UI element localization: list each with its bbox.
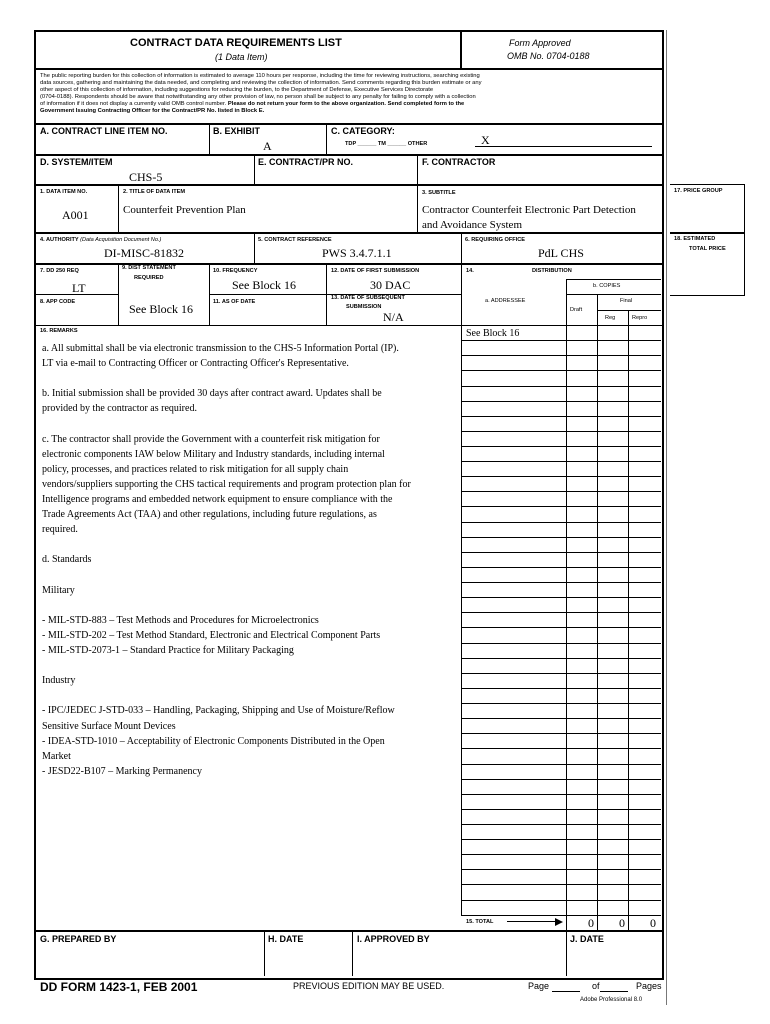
rule	[118, 185, 119, 232]
remarks-line: Intelligence programs and embedded network equipment to ensure compliance with the	[42, 494, 393, 505]
rule	[34, 325, 662, 326]
distribution-row-line	[461, 522, 661, 523]
burden-line-4: (0704-0188). Respondents should be aware that notwithstanding any other provision of law, no person shall be subject to any penalty for failing to comply with a collection	[40, 94, 476, 100]
distribution-row-line	[461, 824, 661, 825]
system-value[interactable]: CHS-5	[129, 170, 163, 184]
rule	[34, 294, 119, 295]
authority-value[interactable]: DI-MISC-81832	[104, 246, 184, 260]
of-label: of	[592, 981, 600, 991]
first-submission-value[interactable]: 30 DAC	[370, 278, 411, 292]
requiring-office-value[interactable]: PdL CHS	[538, 246, 584, 260]
distribution-row-line	[461, 491, 661, 492]
remarks-line: Market	[42, 750, 71, 762]
first-submission-label: 12. DATE OF FIRST SUBMISSION	[331, 268, 420, 274]
distribution-row-line	[461, 567, 661, 568]
subtitle-value-line-1[interactable]: Contractor Counterfeit Electronic Part Detection	[422, 204, 636, 216]
subsequent-submission-value[interactable]: N/A	[383, 310, 404, 324]
distribution-row-line	[461, 537, 661, 538]
remarks-line: - MIL-STD-202 – Test Method Standard, Electronic and Electrical Component Parts	[42, 629, 381, 641]
reg-label: Reg	[605, 315, 616, 321]
rule	[254, 155, 255, 185]
distribution-row-line	[461, 688, 661, 689]
remarks-line: - IDEA-STD-1010 – Acceptability of Electronic Components Distributed in the Open	[42, 735, 385, 747]
form-approved: Form Approved	[509, 38, 571, 48]
remarks-line: Industry	[42, 675, 76, 687]
total-arrow-icon	[507, 921, 557, 922]
distribution-row-line	[461, 884, 661, 885]
final-label: Final	[620, 298, 633, 304]
subsequent-submission-label-2: SUBMISSION	[346, 304, 382, 310]
rule	[254, 233, 255, 263]
rule	[118, 264, 119, 325]
distribution-row-line	[461, 401, 661, 402]
requiring-office-label: 6. REQUIRING OFFICE	[465, 237, 525, 243]
distribution-row-line	[461, 597, 661, 598]
app-code-label: 8. APP CODE	[40, 299, 76, 305]
rule	[461, 233, 462, 263]
page-blank[interactable]	[552, 991, 580, 992]
date-h-label: H. DATE	[268, 934, 304, 944]
distribution-row-line	[461, 506, 661, 507]
rule	[34, 930, 662, 932]
distribution-row-line	[461, 658, 661, 659]
rule	[566, 294, 661, 295]
data-item-no-value[interactable]: A001	[62, 208, 89, 222]
total-repro[interactable]: 0	[650, 916, 656, 930]
title-label: 2. TITLE OF DATA ITEM	[123, 189, 186, 195]
exhibit-value[interactable]: A	[263, 139, 272, 153]
title-value[interactable]: Counterfeit Prevention Plan	[123, 204, 246, 216]
distribution-row-line	[461, 643, 661, 644]
form-subtitle: (1 Data Item)	[215, 52, 268, 62]
distribution-row-line	[461, 703, 661, 704]
rule	[566, 931, 567, 976]
remarks-line: electronic components IAW below Military and Industry standards, including internal	[42, 448, 385, 460]
distribution-label: DISTRIBUTION	[532, 268, 572, 274]
prepared-by-label: G. PREPARED BY	[40, 934, 117, 944]
rule	[566, 279, 567, 931]
authority-sublabel: (Data Acquisition Document No.)	[80, 237, 162, 243]
category-label: C. CATEGORY:	[331, 126, 395, 136]
remarks-line: b. Initial submission shall be provided 30 days after contract award. Updates shall be	[42, 388, 382, 400]
rule	[326, 124, 327, 155]
price-group-label: 17. PRICE GROUP	[674, 188, 723, 194]
remarks-line: required.	[42, 524, 78, 536]
distribution-row-line	[461, 370, 661, 371]
total-arrowhead-icon	[555, 918, 563, 926]
addressee-label: a. ADDRESSEE	[485, 298, 526, 304]
distribution-row-line	[461, 748, 661, 749]
omb-number: OMB No. 0704-0188	[507, 51, 590, 61]
rule	[34, 184, 662, 186]
distribution-row-line	[461, 446, 661, 447]
approved-by-label: I. APPROVED BY	[357, 934, 430, 944]
distribution-row-line	[461, 461, 661, 462]
contract-reference-value[interactable]: PWS 3.4.7.1.1	[322, 246, 392, 260]
contractor-label: F. CONTRACTOR	[422, 157, 496, 167]
burden-line-2: data sources, gathering and maintaining the data needed, and completing and reviewing the collection of information. Send comments regarding this burden estimate or any	[40, 80, 482, 86]
distribution-row-line	[461, 809, 661, 810]
dist-statement-value[interactable]: See Block 16	[129, 302, 193, 316]
total-draft[interactable]: 0	[588, 916, 594, 930]
distribution-row-line	[461, 794, 661, 795]
other-value[interactable]: X	[481, 133, 490, 147]
form-title: CONTRACT DATA REQUIREMENTS LIST	[130, 37, 342, 49]
burden-line-6: Government Issuing Contracting Officer for the Contract/PR No. listed in Block E.	[40, 108, 265, 114]
rule	[566, 279, 661, 280]
remarks-line: LT via e-mail to Contracting Officer or Contracting Officer's Representative.	[42, 358, 349, 370]
remarks-line: Military	[42, 584, 75, 596]
data-item-no-label: 1. DATA ITEM NO.	[40, 189, 88, 195]
remarks-line: - JESD22-B107 – Marking Permanency	[42, 765, 202, 777]
total-reg[interactable]: 0	[619, 916, 625, 930]
distribution-row-line	[461, 627, 661, 628]
system-label: D. SYSTEM/ITEM	[40, 157, 113, 167]
dd250-value[interactable]: LT	[72, 281, 86, 295]
remarks-line: Trade Agreements Act (TAA) and other regulations, including future regulations, as	[42, 509, 377, 521]
rule	[326, 264, 327, 325]
frequency-label: 10. FREQUENCY	[213, 268, 258, 274]
page-label: Page	[528, 981, 550, 991]
distribution-row-line	[461, 612, 661, 613]
distribution-row-line	[461, 673, 661, 674]
rule	[352, 931, 353, 976]
distribution-row-line	[461, 839, 661, 840]
authority-label-text: 4. AUTHORITY	[40, 237, 79, 243]
distribution-row-line	[461, 431, 661, 432]
draft-label: Draft	[570, 307, 583, 313]
burden-bold-tail: Please do not return your form to the above organization. Send completed form to the	[227, 101, 465, 107]
dist-statement-label-2: REQUIRED	[134, 275, 164, 281]
remarks-line: vendors/suppliers supporting the CHS tactical requirements and program protection plan for	[42, 478, 411, 490]
rule	[209, 124, 210, 155]
remarks-label: 16. REMARKS	[40, 328, 78, 334]
remarks-line: - IPC/JEDEC J-STD-033 – Handling, Packaging, Shipping and Use of Moisture/Reflow	[42, 705, 395, 717]
distribution-row-line	[461, 386, 661, 387]
contract-pr-label: E. CONTRACT/PR NO.	[258, 157, 354, 167]
distribution-row-line	[461, 476, 661, 477]
distribution-row-line	[461, 733, 661, 734]
remarks-line: d. Standards	[42, 554, 92, 566]
remarks-line: policy, processes, and practices related to risk mitigation for all supply chain	[42, 463, 349, 475]
total-label: 15. TOTAL	[466, 919, 494, 925]
distribution-row-line	[461, 915, 661, 916]
pages-label: Pages	[636, 981, 662, 991]
form-id: DD FORM 1423-1, FEB 2001	[40, 980, 198, 994]
remarks-line: Sensitive Surface Mount Devices	[42, 720, 176, 732]
remarks-line: provided by the contractor as required.	[42, 403, 197, 415]
distribution-row-line	[461, 582, 661, 583]
producer-label: Adobe Professional 8.0	[580, 997, 643, 1003]
rule	[597, 310, 661, 311]
rule	[34, 232, 662, 234]
distribution-row-line	[461, 552, 661, 553]
dist-statement-label-1: 9. DIST STATEMENT	[122, 265, 176, 271]
distribution-row-line	[461, 416, 661, 417]
remarks-line: - MIL-STD-883 – Test Methods and Procedures for Microelectronics	[42, 614, 319, 626]
distribution-row-line	[461, 869, 661, 870]
clin-label: A. CONTRACT LINE ITEM NO.	[40, 126, 168, 136]
other-underline	[475, 146, 652, 147]
distribution-row-line	[461, 900, 661, 901]
date-j-label: J. DATE	[570, 934, 604, 944]
remarks-line: a. All submittal shall be via electronic transmission to the CHS-5 Information Portal (IP).	[42, 343, 399, 354]
rule	[461, 264, 462, 916]
frequency-value[interactable]: See Block 16	[232, 278, 296, 292]
burden-line-1: The public reporting burden for this collection of information is estimated to average 110 hours per response, including the time for reviewing instructions, searching existing	[40, 73, 480, 79]
burden-line-3: other aspect of this collection of information, including suggestions for reducing the burden, to the Department of Defense, Executive Services Directorate	[40, 87, 434, 93]
subsequent-submission-label-1: 13. DATE OF SUBSEQUENT	[331, 295, 405, 301]
distribution-number: 14.	[466, 268, 474, 274]
estimated-price-label-2: TOTAL PRICE	[689, 246, 726, 252]
distribution-row-line	[461, 355, 661, 356]
dd250-label: 7. DD 250 REQ	[40, 268, 79, 274]
remarks-line: - MIL-STD-2073-1 – Standard Practice for Military Packaging	[42, 645, 294, 656]
distribution-row-line	[461, 718, 661, 719]
burden-line-5-text: of information if it does not display a currently valid OMB control number.	[40, 101, 227, 107]
rule	[628, 310, 629, 931]
rule	[34, 123, 662, 125]
previous-edition: PREVIOUS EDITION MAY BE USED.	[293, 981, 445, 991]
tdp-tm-other-label: TDP ______ TM ______ OTHER	[345, 141, 428, 147]
subtitle-value-line-2[interactable]: and Avoidance System	[422, 219, 522, 231]
margin-rule	[666, 30, 667, 1005]
pages-blank[interactable]	[600, 991, 628, 992]
contract-reference-label: 5. CONTRACT REFERENCE	[258, 237, 332, 243]
estimated-price-label-1: 18. ESTIMATED	[674, 236, 716, 242]
distribution-row-line	[461, 764, 661, 765]
repro-label: Repro	[632, 315, 648, 321]
subtitle-label: 3. SUBTITLE	[422, 190, 456, 196]
distribution-row-line	[461, 779, 661, 780]
exhibit-label: B. EXHIBIT	[213, 126, 261, 136]
rule	[417, 155, 418, 185]
rule	[34, 154, 662, 156]
copies-label: b. COPIES	[593, 283, 621, 289]
distribution-row-line	[461, 340, 661, 341]
rule	[417, 185, 418, 232]
rule	[34, 68, 662, 70]
rule	[264, 931, 265, 976]
as-of-date-label: 11. AS OF DATE	[213, 299, 256, 305]
distribution-addressee-1[interactable]: See Block 16	[466, 328, 520, 339]
authority-label	[40, 237, 161, 243]
header-divider	[460, 30, 462, 68]
remarks-line: c. The contractor shall provide the Government with a counterfeit risk mitigation for	[42, 433, 380, 445]
distribution-row-line	[461, 854, 661, 855]
